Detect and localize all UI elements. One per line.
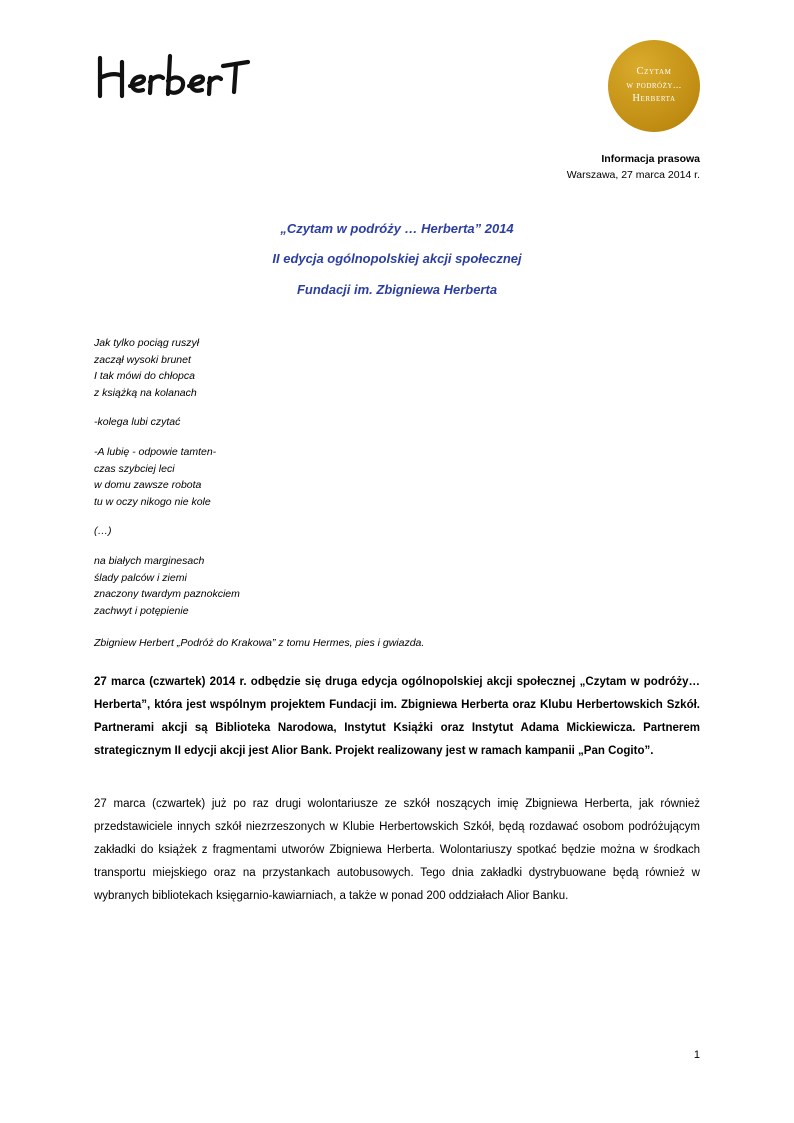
herbert-signature-logo xyxy=(94,48,254,110)
page-number: 1 xyxy=(693,1049,700,1061)
seal-line-2: w podróży... xyxy=(626,80,682,91)
poem-line: czas szybciej leci xyxy=(94,462,175,475)
meta-kind: Informacja prasowa xyxy=(601,153,700,165)
seal-line-3: Herberta xyxy=(632,93,676,105)
title-line-2: II edycja ogólnopolskiej akcji społecznej xyxy=(272,251,522,267)
poem-line: zachwyt i potępienie xyxy=(94,604,189,617)
poem-excerpt xyxy=(94,335,700,619)
meta-place-date: Warszawa, 27 marca 2014 r. xyxy=(566,169,700,182)
poem-line: tu w oczy nikogo nie kole xyxy=(94,495,211,508)
body-paragraph-2: 27 marca (czwartek) już po raz drugi wolontariusze ze szkół noszących imię Zbigniewa Herberta, jak również przedstawiciele innych szkół niezrzeszonych w Klubie Herbertowskich Szkół, będą rozdawać osobom podróżującym zakładki do książek z fragmentami utworów Zbigniewa Herberta. Wolontariuszy spotkać będzie można w środkach transportu miejskiego oraz na przystankach autobusowych. Tego dnia zakładki dystrybuowane będą również w wybranych bibliotekach księgarnio-kawiarniach, a także w ponad 200 oddziałach Alior Banku. xyxy=(94,798,700,903)
poem-stanza xyxy=(94,553,700,619)
poem-attribution: Zbigniew Herbert „Podróż do Krakowa” z tomu Hermes, pies i gwiazda. xyxy=(94,637,425,650)
press-release-meta xyxy=(94,151,700,184)
document-title xyxy=(94,214,700,306)
seal-line-1: Czytam xyxy=(636,66,672,78)
poem-line: I tak mówi do chłopca xyxy=(94,370,195,383)
title-line-1: „Czytam w podróży … Herberta” 2014 xyxy=(280,220,514,236)
czytam-w-podrozy-seal-logo xyxy=(608,40,700,132)
poem-line: z książką na kolanach xyxy=(94,386,197,399)
poem-line: ślady palców i ziemi xyxy=(94,571,187,584)
poem-line: -kolega lubi czytać xyxy=(94,416,181,429)
poem-line: (…) xyxy=(94,525,112,538)
poem-line: zaczął wysoki brunet xyxy=(94,353,191,366)
poem-line: -A lubię - odpowie tamten- xyxy=(94,446,217,459)
poem-stanza xyxy=(94,335,700,401)
document-header xyxy=(94,0,700,115)
poem-line: na białych marginesach xyxy=(94,554,205,567)
poem-line: w domu zawsze robota xyxy=(94,479,202,492)
poem-line: Jak tylko pociąg ruszył xyxy=(94,337,200,350)
poem-stanza xyxy=(94,523,700,540)
poem-stanza xyxy=(94,414,700,431)
body-paragraph-1: 27 marca (czwartek) 2014 r. odbędzie się druga edycja ogólnopolskiej akcji społecznej „Czytam w podróży… Herberta”, która jest wspólnym projektem Fundacji im. Zbigniewa Herberta oraz Klubu Herbertowskich Szkół. Partnerami akcji są Biblioteka Narodowa, Instytut Książki oraz Instytut Adama Mickiewicza. Partnerem strategicznym II edycji akcji jest Alior Bank. Projekt realizowany jest w ramach kampanii „Pan Cogito”. xyxy=(94,676,700,758)
poem-line: znaczony twardym paznokciem xyxy=(94,588,240,601)
poem-stanza xyxy=(94,444,700,510)
title-line-3: Fundacji im. Zbigniewa Herberta xyxy=(296,281,498,297)
